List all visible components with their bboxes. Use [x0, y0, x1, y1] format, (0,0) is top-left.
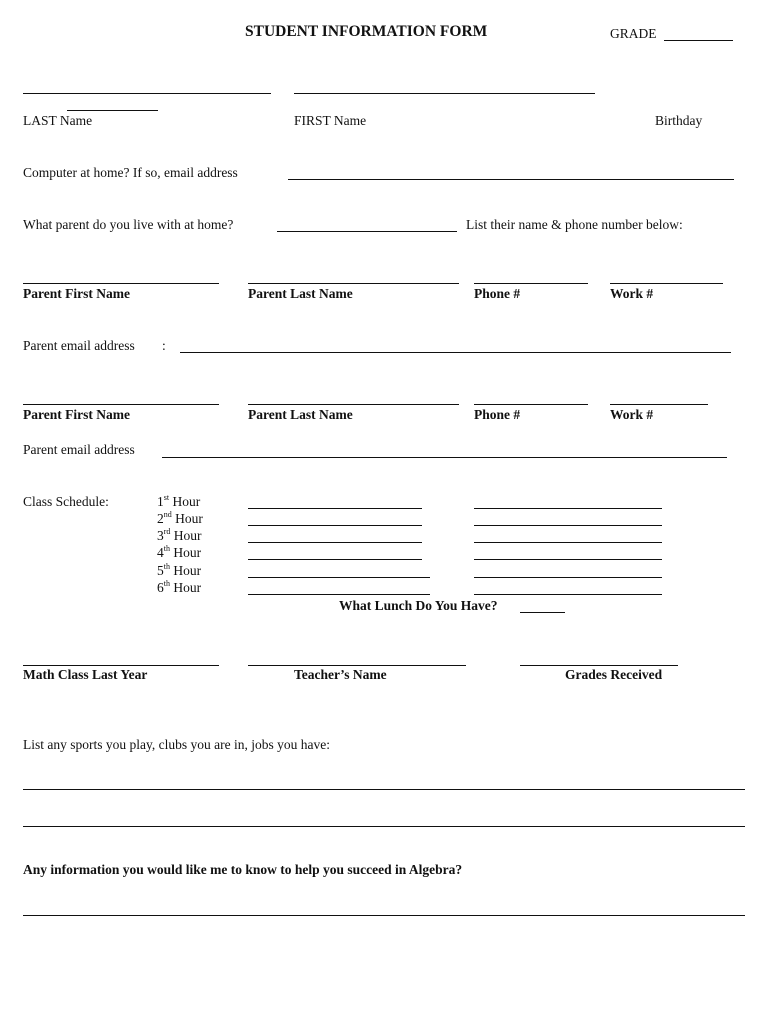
parent2-last-name-field[interactable]: [248, 404, 459, 405]
parent-live-question: What parent do you live with at home?: [23, 217, 234, 232]
hour-4-class-field[interactable]: [248, 559, 422, 560]
parent1-email-label: Parent email address: [23, 338, 135, 353]
last-name-label: LAST Name: [23, 113, 93, 128]
parent1-phone-field[interactable]: [474, 283, 588, 284]
algebra-answer-line[interactable]: [23, 915, 745, 916]
short-blank-line[interactable]: [67, 110, 158, 111]
parent2-work-label: Work #: [610, 407, 654, 422]
lunch-label: What Lunch Do You Have?: [339, 598, 498, 613]
hour-4-label: 4th Hour: [157, 543, 202, 560]
hour-6-teacher-field[interactable]: [474, 594, 662, 595]
first-name-label: FIRST Name: [294, 113, 367, 128]
hour-1-class-field[interactable]: [248, 508, 422, 509]
hour-2-class-field[interactable]: [248, 525, 422, 526]
email-address-field[interactable]: [288, 179, 734, 180]
parent-live-field[interactable]: [277, 231, 457, 232]
hour-5-label: 5th Hour: [157, 561, 202, 578]
last-name-field[interactable]: [23, 93, 271, 94]
grade-label: GRADE: [610, 26, 657, 41]
parent1-email-field[interactable]: [180, 352, 731, 353]
parent2-work-field[interactable]: [610, 404, 708, 405]
parent2-last-name-label: Parent Last Name: [248, 407, 353, 422]
hour-3-class-field[interactable]: [248, 542, 422, 543]
parent2-first-name-field[interactable]: [23, 404, 219, 405]
teacher-name-label: Teacher’s Name: [294, 667, 387, 682]
math-class-field[interactable]: [23, 665, 219, 666]
hour-3-teacher-field[interactable]: [474, 542, 662, 543]
parent1-last-name-label: Parent Last Name: [248, 286, 353, 301]
teacher-name-field[interactable]: [248, 665, 466, 666]
parent1-work-label: Work #: [610, 286, 654, 301]
grades-received-field[interactable]: [520, 665, 678, 666]
algebra-question: Any information you would like me to know to help you succeed in Algebra?: [23, 862, 463, 877]
parent1-last-name-field[interactable]: [248, 283, 459, 284]
hour-1-label: 1st Hour: [157, 492, 201, 509]
activities-line-1[interactable]: [23, 789, 745, 790]
grades-received-label: Grades Received: [565, 667, 663, 682]
parent2-email-label: Parent email address: [23, 442, 135, 457]
class-schedule-label: Class Schedule:: [23, 494, 109, 509]
hour-3-label: 3rd Hour: [157, 526, 202, 543]
parent1-work-field[interactable]: [610, 283, 723, 284]
hour-2-teacher-field[interactable]: [474, 525, 662, 526]
hour-1-teacher-field[interactable]: [474, 508, 662, 509]
hour-2-label: 2nd Hour: [157, 509, 203, 526]
parent1-first-name-field[interactable]: [23, 283, 219, 284]
form-title: STUDENT INFORMATION FORM: [245, 23, 488, 40]
hour-5-teacher-field[interactable]: [474, 577, 662, 578]
computer-question: Computer at home? If so, email address: [23, 165, 238, 180]
parent1-phone-label: Phone #: [474, 286, 521, 301]
activities-question: List any sports you play, clubs you are in, jobs you have:: [23, 737, 330, 752]
parent2-phone-field[interactable]: [474, 404, 588, 405]
birthday-label: Birthday: [655, 113, 703, 128]
hour-6-class-field[interactable]: [248, 594, 430, 595]
hour-5-class-field[interactable]: [248, 577, 430, 578]
parent2-email-field[interactable]: [162, 457, 727, 458]
parent-instruction: List their name & phone number below:: [466, 217, 683, 232]
parent2-first-name-label: Parent First Name: [23, 407, 130, 422]
parent1-email-colon: :: [162, 338, 166, 353]
lunch-field[interactable]: [520, 612, 565, 613]
activities-line-2[interactable]: [23, 826, 745, 827]
math-class-label: Math Class Last Year: [23, 667, 148, 682]
parent1-first-name-label: Parent First Name: [23, 286, 130, 301]
first-name-field[interactable]: [294, 93, 595, 94]
parent2-phone-label: Phone #: [474, 407, 521, 422]
hour-6-label: 6th Hour: [157, 578, 202, 595]
hour-4-teacher-field[interactable]: [474, 559, 662, 560]
grade-field[interactable]: [664, 40, 733, 41]
